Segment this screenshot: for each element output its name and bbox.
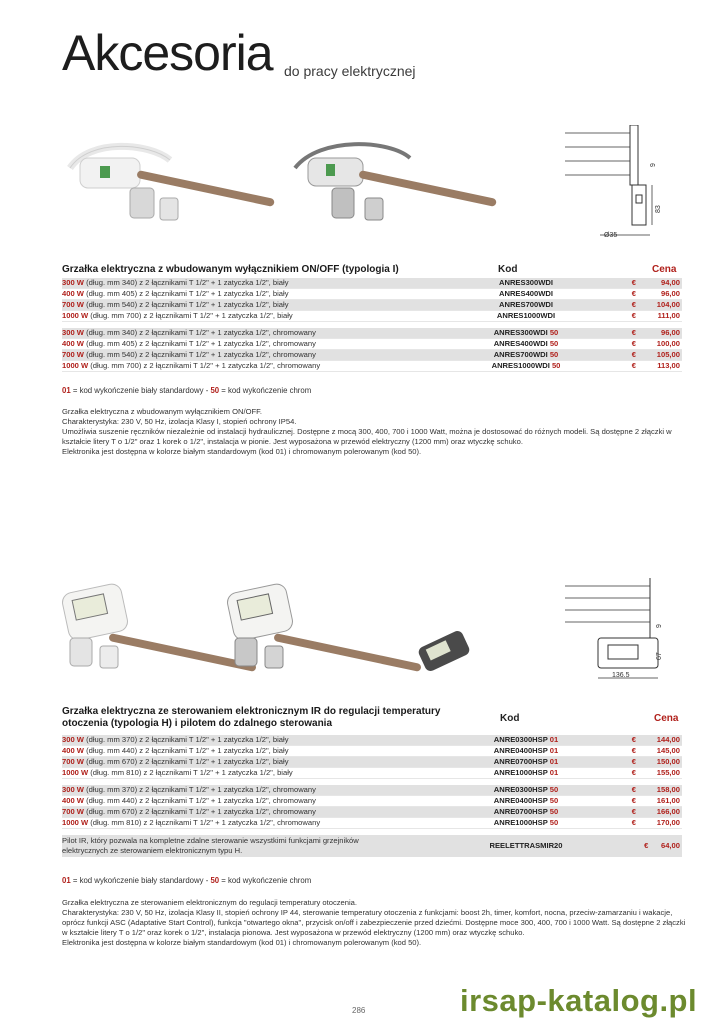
product-description: (dług. mm 340) z 2 łącznikami T 1/2" + 1 zatyczka 1/2", chromowany <box>83 328 316 337</box>
table-row <box>62 746 682 757</box>
page-title: Akcesoria <box>62 25 273 81</box>
power-value: 300 W <box>62 785 84 794</box>
section2-finish-note: 01 = kod wykończenie biały standardowy - 50 = kod wykończenie chrom <box>62 876 312 885</box>
product-code: ANRE1000HSP 50 <box>493 818 559 827</box>
table-row <box>62 818 682 829</box>
product-price: € 96,00 <box>631 328 680 337</box>
power-value: 400 W <box>62 746 84 755</box>
dim-67: 67 <box>656 652 663 660</box>
table-row <box>62 807 682 818</box>
description-paragraph: Umożliwia suszenie ręczników niezależnie od instalacji hydraulicznej. Dostępne z mocą 300, 400, 700 i 1000 Watt, można je dostosować do różnych modeli. Są dostępne 2 złączki w kształcie litery T o 1/2" oraz 1 korek o 1/2", instalacja w pionie. Jest wyposażona w przewód elektryczny (1200 mm) oraz wtyczkę schuko. <box>62 427 672 446</box>
power-value: 700 W <box>62 807 84 816</box>
section2-heading: Grzałka elektryczna ze sterowaniem elektronicznym IR do regulacji temperatury otoczenia (typologia H) i pilotem do zdalnego sterowania <box>62 706 441 729</box>
product-price: € 161,00 <box>631 796 680 805</box>
product-code: ANRE0400HSP 01 <box>493 746 559 755</box>
power-value: 300 W <box>62 328 84 337</box>
product-price: € 170,00 <box>631 818 680 827</box>
section2-table <box>62 735 682 857</box>
power-value: 300 W <box>62 278 84 287</box>
product-code: ANRES700WDI <box>498 300 553 309</box>
product-description: (dług. mm 440) z 2 łącznikami T 1/2" + 1 zatyczka 1/2", biały <box>83 746 289 755</box>
power-value: 1000 W <box>62 768 89 777</box>
section1-finish-note: 01 = kod wykończenie biały standardowy - 50 = kod wykończenie chrom <box>62 386 312 395</box>
table-row <box>62 361 682 372</box>
product-code: ANRE1000HSP 01 <box>493 768 559 777</box>
product-code: ANRE0700HSP 50 <box>493 807 559 816</box>
product-code: ANRE0400HSP 50 <box>493 796 559 805</box>
description-paragraph: Charakterystyka: 230 V, 50 Hz, izolacja Klasy II, stopień ochrony IP 44, sterowanie temperatury otoczenia z funkcjami: boost 2h, timer, komfort, nocna, przeciw-zamarzaniu i wakacje, oprócz funkcji ASC (Adaptative Start Control), funkcja "otwartego okna", przycisk on/off i zabezpieczenie przed dziećmi. Dostępne moce 300, 400, 700 i 1000 Watt. Są dostępne 2 złączki w kształcie litery T o 1/2" oraz korek o 1/2", instalacja pionowa. Jest wyposażona w przewód elektryczny (1200 mm) oraz wtyczkę schuko. <box>62 908 686 937</box>
product-price: € 145,00 <box>631 746 680 755</box>
description-paragraph: Elektronika jest dostępna w kolorze białym standardowym (kod 01) i chromowanym polerowanym (kod 50). <box>62 938 422 947</box>
table-row <box>62 311 682 322</box>
page-subtitle: do pracy elektrycznej <box>284 63 416 79</box>
table-row <box>62 278 682 289</box>
table-row <box>62 785 682 796</box>
product-code: ANRES1000WDI 50 <box>491 361 561 370</box>
product-description: (dług. mm 370) z 2 łącznikami T 1/2" + 1 zatyczka 1/2", biały <box>83 735 289 744</box>
product-price: € 100,00 <box>631 339 680 348</box>
product-price: € 113,00 <box>631 361 680 370</box>
power-value: 1000 W <box>62 818 89 827</box>
section1-kod-label: Kod <box>498 264 518 275</box>
power-value: 400 W <box>62 796 84 805</box>
table-row <box>62 735 682 746</box>
product-description: (dług. mm 440) z 2 łącznikami T 1/2" + 1 zatyczka 1/2", chromowany <box>83 796 316 805</box>
heater-photo-ir <box>60 578 530 678</box>
heater-photo-onoff <box>60 128 530 248</box>
dim-35: Ø35 <box>604 232 618 239</box>
product-price: € 144,00 <box>631 735 680 744</box>
product-description: (dług. mm 810) z 2 łącznikami T 1/2" + 1 zatyczka 1/2", chromowany <box>88 818 321 827</box>
table-row <box>62 339 682 350</box>
section1-heading: Grzałka elektryczna z wbudowanym wyłącznikiem ON/OFF (typologia I) <box>62 264 399 275</box>
section1-table <box>62 278 682 372</box>
power-value: 700 W <box>62 350 84 359</box>
pilot-code: REELETTRASMIR20 <box>489 841 563 850</box>
product-description: (dług. mm 700) z 2 łącznikami T 1/2" + 1 zatyczka 1/2", chromowany <box>88 361 321 370</box>
table-row <box>62 300 682 311</box>
product-price: € 105,00 <box>631 350 680 359</box>
product-code: ANRES700WDI 50 <box>493 350 559 359</box>
product-code: ANRES1000WDI <box>496 311 556 320</box>
dim-9: 9 <box>650 163 657 167</box>
table-row <box>62 796 682 807</box>
section2-kod-label: Kod <box>500 713 520 724</box>
description-paragraph: Grzałka elektryczna z wbudowanym wyłącznikiem ON/OFF. <box>62 407 263 416</box>
section1-cena-label: Cena <box>652 264 677 275</box>
brand-watermark: irsap-katalog.pl <box>460 983 698 1018</box>
product-price: € 96,00 <box>631 289 680 298</box>
table-row <box>62 289 682 300</box>
power-value: 400 W <box>62 339 84 348</box>
power-value: 700 W <box>62 757 84 766</box>
table-row <box>62 350 682 361</box>
product-price: € 155,00 <box>631 768 680 777</box>
product-price: € 166,00 <box>631 807 680 816</box>
product-description: (dług. mm 670) z 2 łącznikami T 1/2" + 1 zatyczka 1/2", chromowany <box>83 807 316 816</box>
product-code: ANRES300WDI 50 <box>493 328 559 337</box>
product-price: € 104,00 <box>631 300 680 309</box>
product-description: (dług. mm 405) z 2 łącznikami T 1/2" + 1 zatyczka 1/2", biały <box>83 289 289 298</box>
power-value: 1000 W <box>62 311 89 320</box>
product-description: (dług. mm 670) z 2 łącznikami T 1/2" + 1 zatyczka 1/2", biały <box>83 757 289 766</box>
heater-diagram-ir <box>560 578 670 688</box>
section1-description <box>62 407 690 457</box>
product-price: € 94,00 <box>631 278 680 287</box>
power-value: 1000 W <box>62 361 89 370</box>
power-value: 300 W <box>62 735 84 744</box>
dim-83: 83 <box>655 205 662 213</box>
table-row <box>62 757 682 768</box>
table-row <box>62 328 682 339</box>
product-description: (dług. mm 540) z 2 łącznikami T 1/2" + 1 zatyczka 1/2", chromowany <box>83 350 316 359</box>
pilot-price: € 64,00 <box>644 841 680 850</box>
product-description: (dług. mm 810) z 2 łącznikami T 1/2" + 1 zatyczka 1/2", biały <box>88 768 293 777</box>
product-description: (dług. mm 405) z 2 łącznikami T 1/2" + 1 zatyczka 1/2", chromowany <box>83 339 316 348</box>
dim-9: 9 <box>656 624 663 628</box>
page-number: 286 <box>352 1006 366 1015</box>
dim-136: 136.5 <box>612 672 630 679</box>
section2-cena-label: Cena <box>654 713 679 724</box>
product-description: (dług. mm 540) z 2 łącznikami T 1/2" + 1 zatyczka 1/2", biały <box>83 300 289 309</box>
heater-diagram-onoff <box>560 125 670 245</box>
description-paragraph: Charakterystyka: 230 V, 50 Hz, izolacja Klasy I, stopień ochrony IP54. <box>62 417 297 426</box>
product-description: (dług. mm 700) z 2 łącznikami T 1/2" + 1 zatyczka 1/2", biały <box>88 311 293 320</box>
description-paragraph: Elektronika jest dostępna w kolorze białym standardowym (kod 01) i chromowanym polerowanym (kod 50). <box>62 447 422 456</box>
section2-description <box>62 898 690 948</box>
product-code: ANRES400WDI 50 <box>493 339 559 348</box>
product-code: ANRES300WDI <box>498 278 553 287</box>
product-price: € 111,00 <box>631 311 680 320</box>
power-value: 400 W <box>62 289 84 298</box>
product-code: ANRE0700HSP 01 <box>493 757 559 766</box>
product-description: (dług. mm 340) z 2 łącznikami T 1/2" + 1 zatyczka 1/2", biały <box>83 278 289 287</box>
pilot-description: Pilot IR, który pozwala na kompletne zdalne sterowanie wszystkimi funkcjami grzejników elektrycznych ze sterowaniem elektronicznym typu H. <box>62 836 359 855</box>
power-value: 700 W <box>62 300 84 309</box>
product-code: ANRE0300HSP 50 <box>493 785 559 794</box>
product-code: ANRE0300HSP 01 <box>493 735 559 744</box>
product-code: ANRES400WDI <box>498 289 553 298</box>
product-price: € 150,00 <box>631 757 680 766</box>
table-row <box>62 768 682 779</box>
product-description: (dług. mm 370) z 2 łącznikami T 1/2" + 1 zatyczka 1/2", chromowany <box>83 785 316 794</box>
pilot-row <box>62 835 682 857</box>
description-paragraph: Grzałka elektryczna ze sterowaniem elektronicznym do regulacji temperatury otoczenia. <box>62 898 358 907</box>
product-price: € 158,00 <box>631 785 680 794</box>
